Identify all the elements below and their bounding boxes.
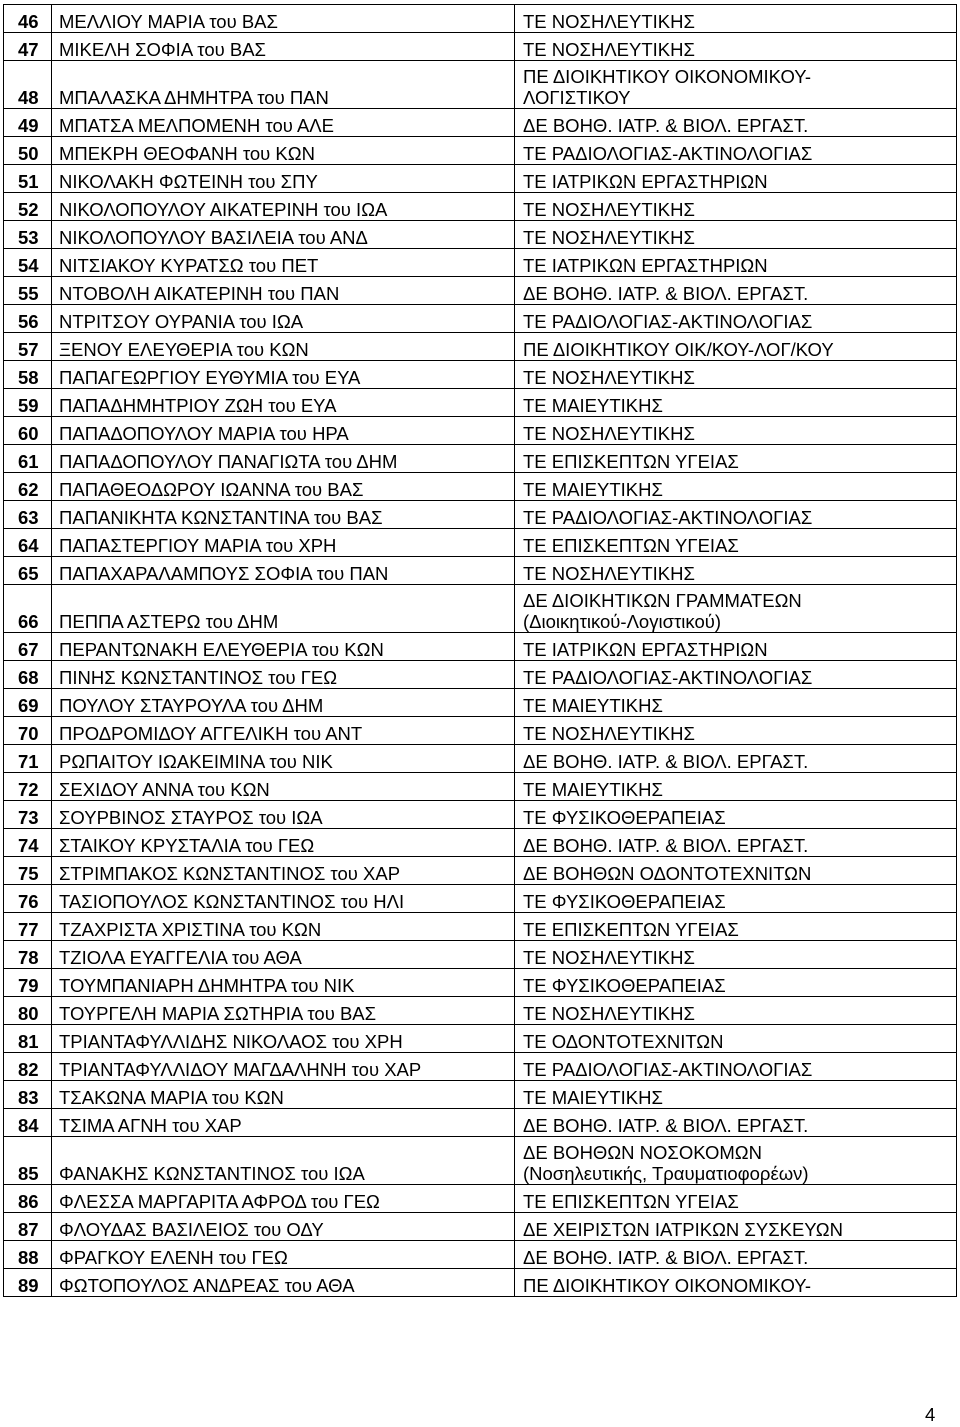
specialty-cell [515,361,957,389]
specialty-cell [515,557,957,585]
specialty-line: ΔΕ ΧΕΙΡΙΣΤΩΝ ΙΑΤΡΙΚΩΝ ΣΥΣΚΕΥΩΝ [523,1219,843,1240]
specialty-line: ΤΕ ΝΟΣΗΛΕΥΤΙΚΗΣ [523,947,695,968]
person-name: ΦΛΟΥΔΑΣ ΒΑΣΙΛΕΙΟΣ του ΟΔΥ [52,1213,515,1241]
specialty-line: ΤΕ ΟΔΟΝΤΟΤΕΧΝΙΤΩΝ [523,1031,724,1052]
person-name: ΝΙΚΟΛΑΚΗ ΦΩΤΕΙΝΗ του ΣΠΥ [52,165,515,193]
table-row [4,1269,957,1297]
person-name: ΤΑΣΙΟΠΟΥΛΟΣ ΚΩΝΣΤΑΝΤΙΝΟΣ του ΗΛΙ [52,885,515,913]
specialty-line: ΠΕ ΔΙΟΙΚΗΤΙΚΟΥ ΟΙΚΟΝΟΜΙΚΟΥ- [523,66,812,87]
row-number: 46 [4,5,52,33]
specialty-line: ΔΕ ΒΟΗΘΩΝ ΝΟΣΟΚΟΜΩΝ [523,1142,762,1163]
specialty-cell [515,1185,957,1213]
specialty-line: ΠΕ ΔΙΟΙΚΗΤΙΚΟΥ ΟΙΚ/ΚΟΥ-ΛΟΓ/ΚΟΥ [523,339,834,360]
person-name: ΠΡΟΔΡΟΜΙΔΟΥ ΑΓΓΕΛΙΚΗ του ΑΝΤ [52,717,515,745]
specialty-cell [515,33,957,61]
table-row [4,969,957,997]
table-row [4,249,957,277]
specialty-line: ΔΕ ΒΟΗΘ. ΙΑΤΡ. & ΒΙΟΛ. ΕΡΓΑΣΤ. [523,283,809,304]
table-row [4,501,957,529]
specialty-cell [515,1081,957,1109]
table-row [4,333,957,361]
specialty-cell [515,633,957,661]
specialty-line: ΤΕ ΦΥΣΙΚΟΘΕΡΑΠΕΙΑΣ [523,891,726,912]
specialty-cell [515,165,957,193]
specialty-cell [515,249,957,277]
row-number: 87 [4,1213,52,1241]
specialty-cell [515,773,957,801]
person-name: ΝΤΡΙΤΣΟΥ ΟΥΡΑΝΙΑ του ΙΩΑ [52,305,515,333]
specialty-cell [515,389,957,417]
specialty-line: ΤΕ ΝΟΣΗΛΕΥΤΙΚΗΣ [523,367,695,388]
row-number: 88 [4,1241,52,1269]
person-name: ΠΟΥΛΟΥ ΣΤΑΥΡΟΥΛΑ του ΔΗΜ [52,689,515,717]
person-name: ΝΙΚΟΛΟΠΟΥΛΟΥ ΒΑΣΙΛΕΙΑ του ΑΝΔ [52,221,515,249]
row-number: 83 [4,1081,52,1109]
person-name: ΠΕΠΠΑ ΑΣΤΕΡΩ του ΔΗΜ [52,585,515,633]
person-name: ΤΡΙΑΝΤΑΦΥΛΛΙΔΟΥ ΜΑΓΔΑΛΗΝΗ του ΧΑΡ [52,1053,515,1081]
specialty-line: ΤΕ ΙΑΤΡΙΚΩΝ ΕΡΓΑΣΤΗΡΙΩΝ [523,639,768,660]
row-number: 80 [4,997,52,1025]
table-row [4,1137,957,1185]
specialty-line: ΔΕ ΒΟΗΘ. ΙΑΤΡ. & ΒΙΟΛ. ΕΡΓΑΣΤ. [523,1247,809,1268]
person-name: ΜΙΚΕΛΗ ΣΟΦΙΑ του ΒΑΣ [52,33,515,61]
table-row [4,773,957,801]
person-name: ΦΑΝΑΚΗΣ ΚΩΝΣΤΑΝΤΙΝΟΣ του ΙΩΑ [52,1137,515,1185]
table-row [4,745,957,773]
specialty-cell [515,193,957,221]
table-row [4,221,957,249]
specialty-line: ΤΕ ΝΟΣΗΛΕΥΤΙΚΗΣ [523,1003,695,1024]
specialty-line: ΤΕ ΜΑΙΕΥΤΙΚΗΣ [523,395,663,416]
specialty-line: ΤΕ ΡΑΔΙΟΛΟΓΙΑΣ-ΑΚΤΙΝΟΛΟΓΙΑΣ [523,143,813,164]
table-row [4,1185,957,1213]
specialty-line: ΤΕ ΜΑΙΕΥΤΙΚΗΣ [523,695,663,716]
row-number: 73 [4,801,52,829]
table-row [4,1213,957,1241]
table-row [4,193,957,221]
specialty-cell [515,585,957,633]
specialty-cell [515,969,957,997]
person-name: ΦΡΑΓΚΟΥ ΕΛΕΝΗ του ΓΕΩ [52,1241,515,1269]
specialty-cell [515,661,957,689]
table-row [4,1241,957,1269]
table-row [4,1053,957,1081]
specialty-line: ΤΕ ΝΟΣΗΛΕΥΤΙΚΗΣ [523,227,695,248]
person-name: ΠΑΠΑΧΑΡΑΛΑΜΠΟΥΣ ΣΟΦΙΑ του ΠΑΝ [52,557,515,585]
table-row [4,717,957,745]
person-name: ΣΕΧΙΔΟΥ ΑΝΝΑ του ΚΩΝ [52,773,515,801]
specialty-line: ΔΕ ΔΙΟΙΚΗΤΙΚΩΝ ΓΡΑΜΜΑΤΕΩΝ [523,590,802,611]
specialty-cell [515,305,957,333]
specialty-line: ΤΕ ΝΟΣΗΛΕΥΤΙΚΗΣ [523,199,695,220]
specialty-cell [515,745,957,773]
person-name: ΜΕΛΛΙΟΥ ΜΑΡΙΑ του ΒΑΣ [52,5,515,33]
row-number: 76 [4,885,52,913]
table-row [4,997,957,1025]
specialty-cell [515,941,957,969]
specialty-line: ΤΕ ΕΠΙΣΚΕΠΤΩΝ ΥΓΕΙΑΣ [523,535,739,556]
person-name: ΜΠΑΤΣΑ ΜΕΛΠΟΜΕΝΗ του ΑΛΕ [52,109,515,137]
table-row [4,557,957,585]
row-number: 72 [4,773,52,801]
row-number: 71 [4,745,52,773]
person-name: ΠΑΠΑΓΕΩΡΓΙΟΥ ΕΥΘΥΜΙΑ του ΕΥΑ [52,361,515,389]
person-name: ΤΡΙΑΝΤΑΦΥΛΛΙΔΗΣ ΝΙΚΟΛΑΟΣ του ΧΡΗ [52,1025,515,1053]
person-name: ΣΟΥΡΒΙΝΟΣ ΣΤΑΥΡΟΣ του ΙΩΑ [52,801,515,829]
table-row [4,857,957,885]
table-row [4,1025,957,1053]
specialty-line: ΤΕ ΡΑΔΙΟΛΟΓΙΑΣ-ΑΚΤΙΝΟΛΟΓΙΑΣ [523,667,813,688]
specialty-line: ΤΕ ΜΑΙΕΥΤΙΚΗΣ [523,1087,663,1108]
person-name: ΜΠΑΛΑΣΚΑ ΔΗΜΗΤΡΑ του ΠΑΝ [52,61,515,109]
table-row [4,473,957,501]
row-number: 59 [4,389,52,417]
specialty-cell [515,277,957,305]
row-number: 56 [4,305,52,333]
specialty-cell [515,501,957,529]
person-name: ΠΕΡΑΝΤΩΝΑΚΗ ΕΛΕΥΘΕΡΙΑ του ΚΩΝ [52,633,515,661]
specialty-line: ΤΕ ΦΥΣΙΚΟΘΕΡΑΠΕΙΑΣ [523,807,726,828]
specialty-line: (Νοσηλευτικής, Τραυματιοφορέων) [523,1163,809,1184]
specialty-line: ΤΕ ΝΟΣΗΛΕΥΤΙΚΗΣ [523,723,695,744]
specialty-line: ΤΕ ΦΥΣΙΚΟΘΕΡΑΠΕΙΑΣ [523,975,726,996]
person-name: ΠΙΝΗΣ ΚΩΝΣΤΑΝΤΙΝΟΣ του ΓΕΩ [52,661,515,689]
specialty-cell [515,857,957,885]
table-row [4,689,957,717]
person-name: ΤΣΙΜΑ ΑΓΝΗ του ΧΑΡ [52,1109,515,1137]
row-number: 49 [4,109,52,137]
specialty-cell [515,1213,957,1241]
person-name: ΞΕΝΟΥ ΕΛΕΥΘΕΡΙΑ του ΚΩΝ [52,333,515,361]
person-name: ΝΙΚΟΛΟΠΟΥΛΟΥ ΑΙΚΑΤΕΡΙΝΗ του ΙΩΑ [52,193,515,221]
row-number: 66 [4,585,52,633]
specialty-line: ΤΕ ΝΟΣΗΛΕΥΤΙΚΗΣ [523,423,695,444]
row-number: 48 [4,61,52,109]
specialty-cell [515,473,957,501]
specialty-cell [515,529,957,557]
specialty-line: ΤΕ ΕΠΙΣΚΕΠΤΩΝ ΥΓΕΙΑΣ [523,919,739,940]
row-number: 50 [4,137,52,165]
person-name: ΤΖΑΧΡΙΣΤΑ ΧΡΙΣΤΙΝΑ του ΚΩΝ [52,913,515,941]
table-row [4,941,957,969]
row-number: 62 [4,473,52,501]
specialty-cell [515,1241,957,1269]
specialty-cell [515,1053,957,1081]
table-row [4,829,957,857]
specialty-cell [515,1109,957,1137]
row-number: 78 [4,941,52,969]
row-number: 86 [4,1185,52,1213]
row-number: 89 [4,1269,52,1297]
row-number: 64 [4,529,52,557]
specialty-line: ΤΕ ΡΑΔΙΟΛΟΓΙΑΣ-ΑΚΤΙΝΟΛΟΓΙΑΣ [523,311,813,332]
row-number: 84 [4,1109,52,1137]
table-row [4,277,957,305]
table-row [4,633,957,661]
table-body [4,5,957,1297]
row-number: 60 [4,417,52,445]
table-row [4,445,957,473]
table-row [4,913,957,941]
specialty-line: (Διοικητικού-Λογιστικού) [523,611,722,632]
table-row [4,33,957,61]
candidate-table [3,4,957,1297]
person-name: ΠΑΠΑΔΗΜΗΤΡΙΟΥ ΖΩΗ του ΕΥΑ [52,389,515,417]
specialty-line: ΔΕ ΒΟΗΘΩΝ ΟΔΟΝΤΟΤΕΧΝΙΤΩΝ [523,863,812,884]
specialty-line: ΤΕ ΡΑΔΙΟΛΟΓΙΑΣ-ΑΚΤΙΝΟΛΟΓΙΑΣ [523,1059,813,1080]
person-name: ΠΑΠΑΘΕΟΔΩΡΟΥ ΙΩΑΝΝΑ του ΒΑΣ [52,473,515,501]
specialty-cell [515,137,957,165]
specialty-cell [515,997,957,1025]
table-row [4,361,957,389]
person-name: ΤΣΑΚΩΝΑ ΜΑΡΙΑ του ΚΩΝ [52,1081,515,1109]
row-number: 81 [4,1025,52,1053]
person-name: ΤΟΥΜΠΑΝΙΑΡΗ ΔΗΜΗΤΡΑ του ΝΙΚ [52,969,515,997]
person-name: ΤΖΙΟΛΑ ΕΥΑΓΓΕΛΙΑ του ΑΘΑ [52,941,515,969]
specialty-cell [515,417,957,445]
table-row [4,417,957,445]
person-name: ΠΑΠΑΔΟΠΟΥΛΟΥ ΠΑΝΑΓΙΩΤΑ του ΔΗΜ [52,445,515,473]
row-number: 55 [4,277,52,305]
table-row [4,109,957,137]
table-row [4,585,957,633]
table-row [4,5,957,33]
row-number: 51 [4,165,52,193]
person-name: ΠΑΠΑΔΟΠΟΥΛΟΥ ΜΑΡΙΑ του ΗΡΑ [52,417,515,445]
person-name: ΣΤΑΙΚΟΥ ΚΡΥΣΤΑΛΙΑ του ΓΕΩ [52,829,515,857]
specialty-cell [515,801,957,829]
specialty-line: ΤΕ ΜΑΙΕΥΤΙΚΗΣ [523,479,663,500]
table-row [4,1109,957,1137]
specialty-line: ΤΕ ΙΑΤΡΙΚΩΝ ΕΡΓΑΣΤΗΡΙΩΝ [523,171,768,192]
person-name: ΜΠΕΚΡΗ ΘΕΟΦΑΝΗ του ΚΩΝ [52,137,515,165]
specialty-cell [515,5,957,33]
row-number: 79 [4,969,52,997]
specialty-cell [515,221,957,249]
specialty-line: ΤΕ ΜΑΙΕΥΤΙΚΗΣ [523,779,663,800]
row-number: 47 [4,33,52,61]
specialty-cell [515,1269,957,1297]
specialty-cell [515,333,957,361]
row-number: 53 [4,221,52,249]
person-name: ΠΑΠΑΣΤΕΡΓΙΟΥ ΜΑΡΙΑ του ΧΡΗ [52,529,515,557]
table-row [4,885,957,913]
person-name: ΡΩΠΑΙΤΟΥ ΙΩΑΚΕΙΜΙΝΑ του ΝΙΚ [52,745,515,773]
row-number: 85 [4,1137,52,1185]
person-name: ΝΙΤΣΙΑΚΟΥ ΚΥΡΑΤΣΩ του ΠΕΤ [52,249,515,277]
row-number: 52 [4,193,52,221]
specialty-line: ΔΕ ΒΟΗΘ. ΙΑΤΡ. & ΒΙΟΛ. ΕΡΓΑΣΤ. [523,751,809,772]
specialty-line: ΤΕ ΡΑΔΙΟΛΟΓΙΑΣ-ΑΚΤΙΝΟΛΟΓΙΑΣ [523,507,813,528]
specialty-line: ΤΕ ΕΠΙΣΚΕΠΤΩΝ ΥΓΕΙΑΣ [523,451,739,472]
specialty-cell [515,109,957,137]
specialty-line: ΤΕ ΙΑΤΡΙΚΩΝ ΕΡΓΑΣΤΗΡΙΩΝ [523,255,768,276]
row-number: 74 [4,829,52,857]
person-name: ΤΟΥΡΓΕΛΗ ΜΑΡΙΑ ΣΩΤΗΡΙΑ του ΒΑΣ [52,997,515,1025]
specialty-line: ΠΕ ΔΙΟΙΚΗΤΙΚΟΥ ΟΙΚΟΝΟΜΙΚΟΥ- [523,1275,812,1296]
specialty-cell [515,885,957,913]
specialty-line: ΤΕ ΕΠΙΣΚΕΠΤΩΝ ΥΓΕΙΑΣ [523,1191,739,1212]
row-number: 63 [4,501,52,529]
specialty-line: ΤΕ ΝΟΣΗΛΕΥΤΙΚΗΣ [523,563,695,584]
specialty-line: ΛΟΓΙΣΤΙΚΟΥ [523,87,631,108]
person-name: ΣΤΡΙΜΠΑΚΟΣ ΚΩΝΣΤΑΝΤΙΝΟΣ του ΧΑΡ [52,857,515,885]
table-row [4,305,957,333]
table-row [4,661,957,689]
row-number: 68 [4,661,52,689]
row-number: 82 [4,1053,52,1081]
table-row [4,1081,957,1109]
specialty-line: ΤΕ ΝΟΣΗΛΕΥΤΙΚΗΣ [523,39,695,60]
specialty-cell [515,829,957,857]
row-number: 75 [4,857,52,885]
specialty-cell [515,61,957,109]
person-name: ΦΩΤΟΠΟΥΛΟΣ ΑΝΔΡΕΑΣ του ΑΘΑ [52,1269,515,1297]
specialty-cell [515,913,957,941]
row-number: 70 [4,717,52,745]
specialty-cell [515,1025,957,1053]
specialty-cell [515,717,957,745]
specialty-cell [515,1137,957,1185]
specialty-line: ΔΕ ΒΟΗΘ. ΙΑΤΡ. & ΒΙΟΛ. ΕΡΓΑΣΤ. [523,835,809,856]
row-number: 61 [4,445,52,473]
table-row [4,389,957,417]
person-name: ΦΛΕΣΣΑ ΜΑΡΓΑΡΙΤΑ ΑΦΡΟΔ του ΓΕΩ [52,1185,515,1213]
specialty-line: ΔΕ ΒΟΗΘ. ΙΑΤΡ. & ΒΙΟΛ. ΕΡΓΑΣΤ. [523,115,809,136]
person-name: ΝΤΟΒΟΛΗ ΑΙΚΑΤΕΡΙΝΗ του ΠΑΝ [52,277,515,305]
table-row [4,61,957,109]
row-number: 65 [4,557,52,585]
table-row [4,529,957,557]
row-number: 77 [4,913,52,941]
specialty-line: ΔΕ ΒΟΗΘ. ΙΑΤΡ. & ΒΙΟΛ. ΕΡΓΑΣΤ. [523,1115,809,1136]
specialty-cell [515,445,957,473]
specialty-cell [515,689,957,717]
person-name: ΠΑΠΑΝΙΚΗΤΑ ΚΩΝΣΤΑΝΤΙΝΑ του ΒΑΣ [52,501,515,529]
table-row [4,165,957,193]
table-row [4,801,957,829]
specialty-line: ΤΕ ΝΟΣΗΛΕΥΤΙΚΗΣ [523,11,695,32]
row-number: 54 [4,249,52,277]
page-number: 4 [925,1404,936,1425]
table-row [4,137,957,165]
row-number: 58 [4,361,52,389]
row-number: 69 [4,689,52,717]
row-number: 67 [4,633,52,661]
row-number: 57 [4,333,52,361]
